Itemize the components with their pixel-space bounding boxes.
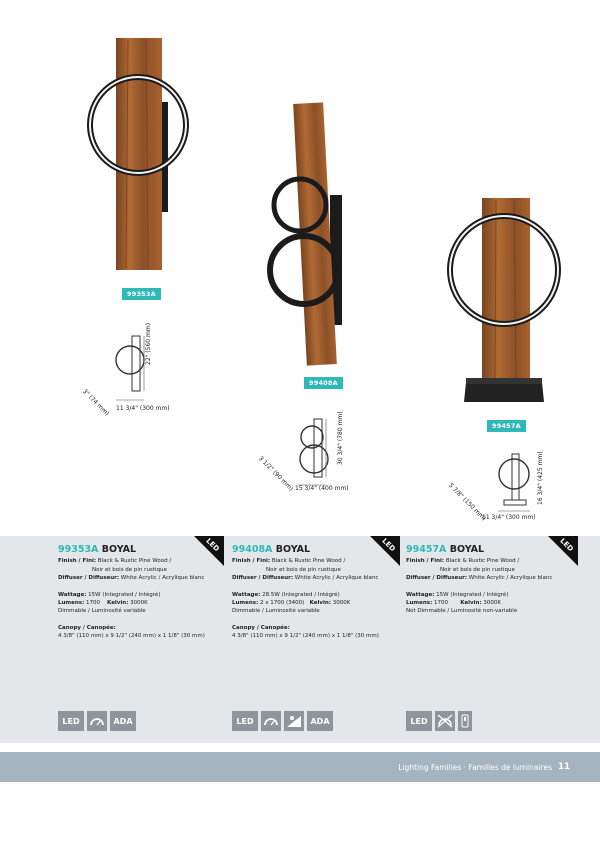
diffuser-label: Diffuser / Diffuseur: [406,575,468,582]
switch-icon [458,711,472,731]
finish-value: Black & Rustic Pine Wood / [445,558,520,565]
dimmable-text: Dimmable / Luminosité variable [58,608,146,615]
product-heading [58,546,228,554]
product-name: BOYAL [449,544,485,555]
feature-icons-99457A [406,711,472,731]
canopy-label: Canopy / Canopée: [232,624,290,631]
dimmer-icon [261,711,281,731]
kelvin-value: 3000K [130,600,148,607]
wattage-value: 28.5W (Integrated / Intégré) [262,591,340,598]
footer-text: Lighting Families · Familles de luminaires [398,763,552,772]
led-badge-label-2: LED [380,536,397,554]
lumens-value: 2 x 1700 (3400) [260,600,305,607]
spec-column-99408A [232,546,402,641]
wattage-label: Wattage: [406,591,435,598]
wattage-label: Wattage: [58,591,87,598]
sku-tag-99408A: 99408A [304,377,343,389]
finish-value: Black & Rustic Pine Wood / [97,558,172,565]
kelvin-label: Kelvin: [309,600,331,607]
dim-height-99457A: 16 3/4" (425 mm) [537,451,544,505]
page-number: 11 [558,762,570,772]
finish-value-fr: Noir et bois de pin rustique [92,566,167,573]
ada-icon: ADA [110,711,136,731]
spec-column-99353A [58,546,228,641]
spec-column-99457A [406,546,576,616]
product-name: BOYAL [101,544,137,555]
kelvin-value: 3000K [332,600,351,607]
lumens-label: Lumens: [406,600,433,607]
feature-icons-99353A [58,711,136,731]
not-dimmable-icon [435,711,455,731]
dimmable-text: Dimmable / Luminosité variable [232,608,320,615]
dim-depth-99457A: 5 7/8" (150 mm) [447,482,488,523]
dim-height-99408A: 30 3/4" (780 mm) [337,411,344,465]
led-icon: LED [58,711,84,731]
product-sku: 99353A [58,544,99,555]
dimension-drawing-99353A [110,330,170,405]
finish-label: Finish / Fini: [406,558,445,565]
product-image-99457A [440,190,570,410]
led-badge-label-1: LED [204,536,221,554]
product-name: BOYAL [275,544,311,555]
led-icon: LED [232,711,258,731]
kelvin-label: Kelvin: [107,600,129,607]
product-image-99408A [262,95,362,375]
slope-icon [284,711,304,731]
wattage-label: Wattage: [232,591,261,598]
wattage-value: 15W (Integrated / Intégré) [88,591,161,598]
finish-value: Black & Rustic Pine Wood / [271,558,346,565]
product-heading [232,546,402,554]
diffuser-value: White Acrylic / Acrylique blanc [120,575,205,582]
ada-icon: ADA [307,711,333,731]
dimension-drawing-99457A [490,450,540,515]
finish-value-fr: Noir et bois de pin rustique [266,566,341,573]
led-icon: LED [406,711,432,731]
dim-depth-99353A: 3" (74 mm) [81,388,111,418]
dim-height-99353A: 22" (560 mm) [145,322,152,365]
diffuser-label: Diffuser / Diffuseur: [232,575,294,582]
finish-label: Finish / Fini: [58,558,97,565]
dimmer-icon [87,711,107,731]
canopy-value: 4 3/8" (110 mm) x 9 1/2" (240 mm) x 1 1/8" (30 mm) [58,633,205,640]
finish-value-fr: Noir et bois de pin rustique [440,566,515,573]
diffuser-value: White Acrylic / Acrylique blanc [294,575,379,582]
canopy-label: Canopy / Canopée: [58,624,116,631]
lumens-label: Lumens: [58,600,85,607]
dim-width-99408A: 15 3/4" (400 mm) [295,485,349,492]
led-badge-label-3: LED [558,536,575,554]
sku-tag-99457A: 99457A [487,420,526,432]
dim-depth-99408A: 3 1/2" (90 mm) [257,455,295,493]
finish-label: Finish / Fini: [232,558,271,565]
dim-width-99353A: 11 3/4" (300 mm) [116,405,170,412]
lumens-value: 1700 [434,600,449,607]
kelvin-value: 3000K [483,600,502,607]
dimmable-text: Not Dimmable / Luminosité non-variable [406,608,518,615]
lumens-value: 1700 [86,600,101,607]
product-sku: 99457A [406,544,447,555]
product-heading [406,546,576,554]
diffuser-value: White Acrylic / Acrylique blanc [468,575,553,582]
dim-width-99457A: 11 3/4" (300 mm) [482,514,536,521]
feature-icons-99408A [232,711,333,731]
lumens-label: Lumens: [232,600,259,607]
sku-tag-99353A: 99353A [122,288,161,300]
kelvin-label: Kelvin: [460,600,482,607]
canopy-value: 4 3/8" (110 mm) x 9 1/2" (240 mm) x 1 1/8" (30 mm) [232,633,379,640]
product-image-99353A [80,30,200,290]
diffuser-label: Diffuser / Diffuseur: [58,575,120,582]
wattage-value: 15W (Integrated / Intégré) [436,591,509,598]
product-sku: 99408A [232,544,273,555]
